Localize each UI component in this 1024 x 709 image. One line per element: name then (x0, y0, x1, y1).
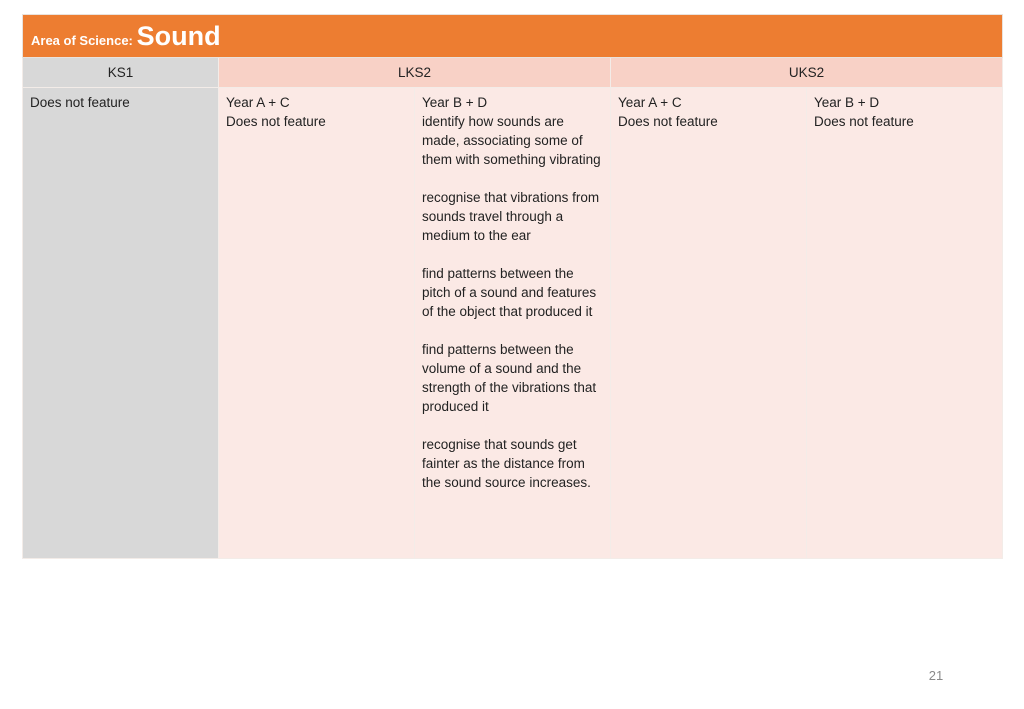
area-of-science-label: Area of Science: (31, 32, 133, 48)
objective-pitch: find patterns between the pitch of a sound and features of the object that produced it (422, 266, 597, 319)
title-banner (23, 15, 1003, 58)
cell-uks2-year-a-c (611, 88, 807, 559)
column-header-uks2: UKS2 (611, 58, 1003, 88)
lks2-bd-year: Year B + D (422, 95, 488, 110)
stage-header-row (23, 58, 1003, 88)
objective-volume: find patterns between the volume of a sound and the strength of the vibrations that produced it (422, 342, 597, 414)
ks1-text: Does not feature (30, 95, 130, 110)
page-number: 21 (928, 668, 944, 683)
uks2-ac-year: Year A + C (618, 95, 682, 110)
cell-ks1 (23, 88, 219, 559)
title-row (23, 15, 1003, 58)
cell-lks2-year-b-d (415, 88, 611, 559)
lks2-ac-year: Year A + C (226, 95, 290, 110)
uks2-bd-year: Year B + D (814, 95, 880, 110)
uks2-bd-text: Does not feature (814, 114, 914, 129)
column-header-lks2: LKS2 (219, 58, 611, 88)
cell-uks2-year-b-d (807, 88, 1003, 559)
objective-vibrating: identify how sounds are made, associating some of them with something vibrating (422, 114, 601, 167)
uks2-ac-text: Does not feature (618, 114, 718, 129)
column-header-ks1: KS1 (23, 58, 219, 88)
topic-title: Sound (136, 20, 221, 51)
objective-travel: recognise that vibrations from sounds travel through a medium to the ear (422, 190, 600, 243)
content-row (23, 88, 1003, 559)
curriculum-table (22, 14, 1003, 559)
cell-lks2-year-a-c (219, 88, 415, 559)
lks2-ac-text: Does not feature (226, 114, 326, 129)
objective-distance: recognise that sounds get fainter as the distance from the sound source increases. (422, 437, 591, 490)
